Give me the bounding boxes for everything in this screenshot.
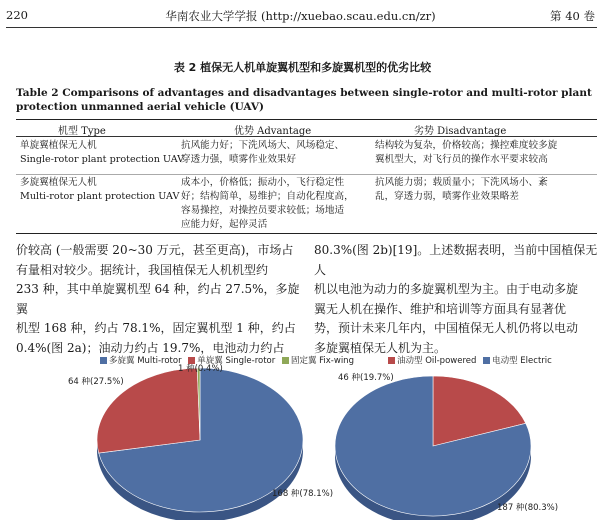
row2-type-cn: 多旋翼植保无人机 — [20, 177, 97, 188]
volume-label: 第 40 卷 — [550, 9, 595, 23]
pie-data-label: 46 种(19.7%) — [338, 373, 394, 383]
table-caption-cn: 表 2 植保无人机单旋翼机型和多旋翼机型的优劣比较 — [173, 61, 432, 74]
body-line: 多旋翼植保无人机为主。 — [314, 340, 447, 355]
legend-label: 多旋翼 Multi-rotor — [109, 356, 182, 366]
row1-type-cn: 单旋翼植保无人机 — [20, 140, 97, 151]
row1-adv-line: 抗风能力好；下洗风场大、风场稳定、 — [181, 140, 345, 151]
page-number: 220 — [6, 8, 28, 22]
journal-title: 华南农业大学学报 (http://xuebao.scau.edu.cn/zr) — [165, 9, 436, 23]
row2-dis-line: 抗风能力弱；载质量小；下洗风场小、紊 — [375, 177, 548, 188]
row1-dis-line: 翼机型大，对飞行员的操作水平要求较高 — [375, 154, 548, 165]
row1-type-en: Single-rotor plant protection UAV — [20, 154, 185, 165]
row2-adv-line: 应能力好，起停灵活 — [181, 219, 268, 230]
legend-label: 单旋翼 Single-rotor — [197, 356, 276, 366]
row2-adv-line: 容易操控，对操控员要求较低；场地适 — [181, 205, 345, 216]
pie-data-label: 168 种(78.1%) — [272, 489, 334, 499]
row1-dis-line: 结构较为复杂，价格较高；操控难度较多旋 — [375, 140, 558, 151]
row2-adv-line: 成本小，价格低；振动小，飞行稳定性 — [181, 177, 345, 188]
body-line: 0.4%(图 2a)；油动力约占 19.7%，电池动力约占 — [16, 340, 285, 355]
body-line: 价较高 (一般需要 20~30 万元，甚至更高)，市场占 — [16, 243, 294, 257]
pie-data-label: 1 种(0.4%) — [178, 364, 223, 374]
row2-type-en: Multi-rotor plant protection UAV — [20, 191, 180, 202]
body-line: 势，预计未来几年内，中国植保无人机仍将以电动 — [314, 321, 579, 335]
body-line: 有量相对较少。据统计，我国植保无人机机型约 — [16, 262, 269, 277]
table-header-disadvantage: 劣势 Disadvantage — [414, 126, 507, 137]
row2-adv-line: 好；结构简单，易维护；自动化程度高， — [181, 191, 354, 202]
legend-label: 电动型 Electric — [492, 356, 552, 366]
body-line: 机型 168 种，约占 78.1%，固定翼机型 1 种，约占 — [16, 321, 296, 335]
table-caption-en: Table 2 Comparisons of advantages and disadvantages between single-rotor and multi-rotor plant protection unmanned aerial vehicle (UAV) — [16, 87, 592, 113]
legend-label: 固定翼 Fix-wing — [290, 356, 354, 366]
body-line: 机以电池为动力的多旋翼机型为主。由于电动多旋 — [314, 282, 579, 296]
legend-label: 油动型 Oil-powered — [397, 356, 477, 366]
table-header-advantage: 优势 Advantage — [234, 126, 312, 137]
table-header-type: 机型 Type — [58, 126, 106, 137]
pie-data-label: 187 种(80.3%) — [497, 503, 559, 513]
row1-adv-line: 穿透力强，喷雾作业效果好 — [181, 154, 297, 165]
pie-data-label: 64 种(27.5%) — [68, 377, 124, 387]
body-line: 翼无人机在操作、维护和培训等方面具有显著优 — [314, 301, 567, 316]
body-line: 80.3%(图 2b)[19]。上述数据表明，当前中国植保无人 — [314, 243, 598, 277]
row2-dis-line: 乱，穿透力弱，喷雾作业效果略差 — [375, 191, 519, 202]
body-line: 233 种，其中单旋翼机型 64 种，约占 27.5%，多旋翼 — [16, 282, 300, 316]
